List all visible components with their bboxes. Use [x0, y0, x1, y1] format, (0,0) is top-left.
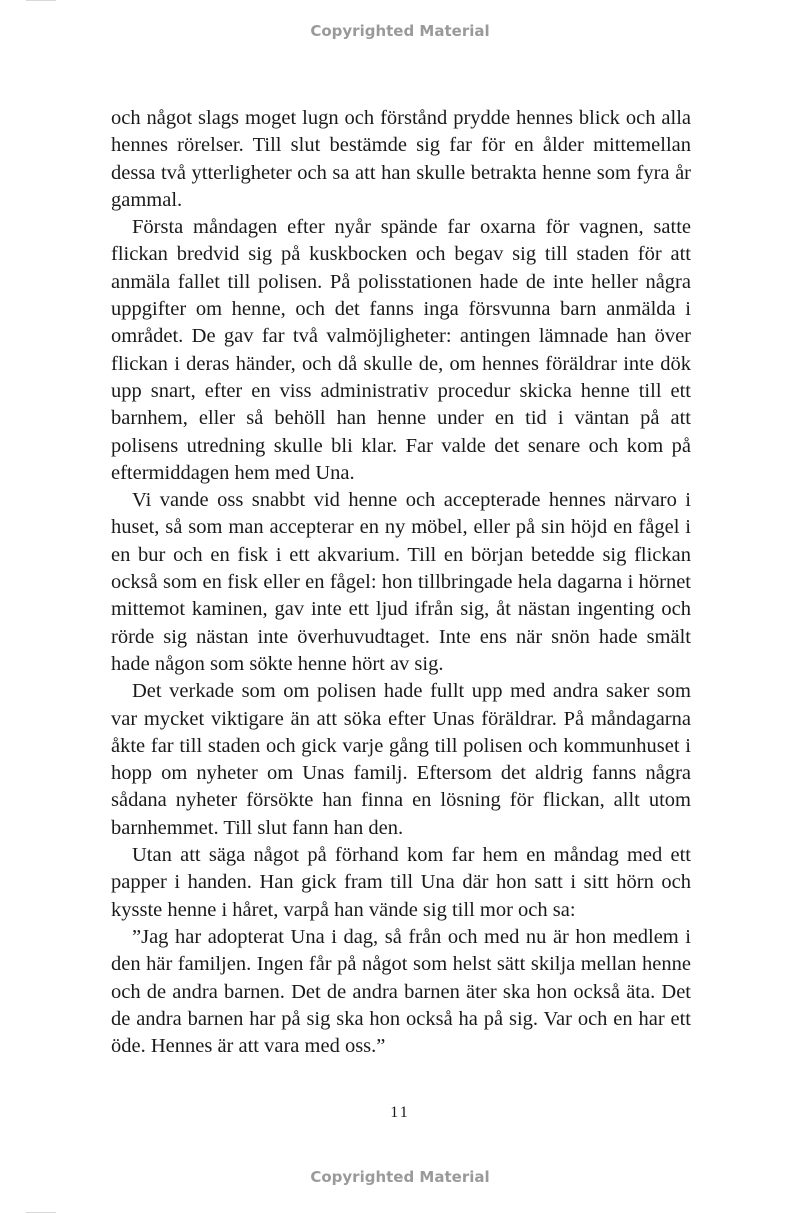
paragraph: Första måndagen efter nyår spände far oxarna för vagnen, satte flickan bredvid sig på kuskbocken och begav sig till staden för att anmäla fallet till polisen. På polisstationen hade de inte heller några uppgifter om henne, och det fanns inga försvunna barn anmälda i området. De gav far två valmöjligheter: antingen lämnade han över flickan i deras händer, och då skulle de, om hennes föräldrar inte dök upp snart, efter en viss administrativ procedur skicka henne till ett barnhem, eller så behöll han henne under en tid i väntan på att polisens utredning skulle bli klar. Far valde det senare och kom på eftermiddagen hem med Una.	[111, 216, 691, 484]
paragraph: Det verkade som om polisen hade fullt upp med andra saker som var mycket viktigare än att söka efter Unas föräldrar. På måndagarna åkte far till staden och gick varje gång till polisen och kommunhuset i hopp om nyheter om Unas familj. Eftersom det aldrig fanns några sådana nyheter försökte han finna en lösning för flickan, allt utom barnhemmet. Till slut fann han den.	[111, 680, 691, 839]
copyright-watermark-top: Copyrighted Material	[310, 22, 490, 40]
crop-mark-bottom	[26, 1212, 56, 1213]
page-number: 11	[390, 1104, 410, 1121]
paragraph: Utan att säga något på förhand kom far hem en måndag med ett papper i handen. Han gick fram till Una där hon satt i sitt hörn och kysste henne i håret, varpå han vände sig till mor och sa:	[111, 844, 691, 921]
paragraph: och något slags moget lugn och förstånd prydde hennes blick och alla hennes rörelser. Till slut bestämde sig far för en ålder mittemellan dessa två ytterligheter och sa att han skulle betrakta henne som fyra år gammal.	[111, 107, 691, 211]
copyright-watermark-bottom: Copyrighted Material	[310, 1168, 490, 1186]
paragraph: Vi vande oss snabbt vid henne och accepterade hennes närvaro i huset, så som man accepterar en ny möbel, eller på sin höjd en fågel i en bur och en fisk i ett akvarium. Till en början betedde sig flickan också som en fisk eller en fågel: hon tillbringade hela dagarna i hörnet mittemot kaminen, gav inte ett ljud ifrån sig, åt nästan ingenting och rörde sig nästan inte överhuvudtaget. Inte ens när snön hade smält hade någon som sökte henne hört av sig.	[111, 489, 691, 675]
body-text	[111, 105, 691, 1060]
paragraph: ”Jag har adopterat Una i dag, så från och med nu är hon medlem i den här familjen. Ingen får på något som helst sätt skilja mellan henne och de andra barnen. Det de andra barnen äter ska hon också äta. Det de andra barnen har på sig ska hon också ha på sig. Var och en har ett öde. Hennes är att vara med oss.”	[111, 925, 691, 1058]
crop-mark-top	[26, 0, 56, 1]
